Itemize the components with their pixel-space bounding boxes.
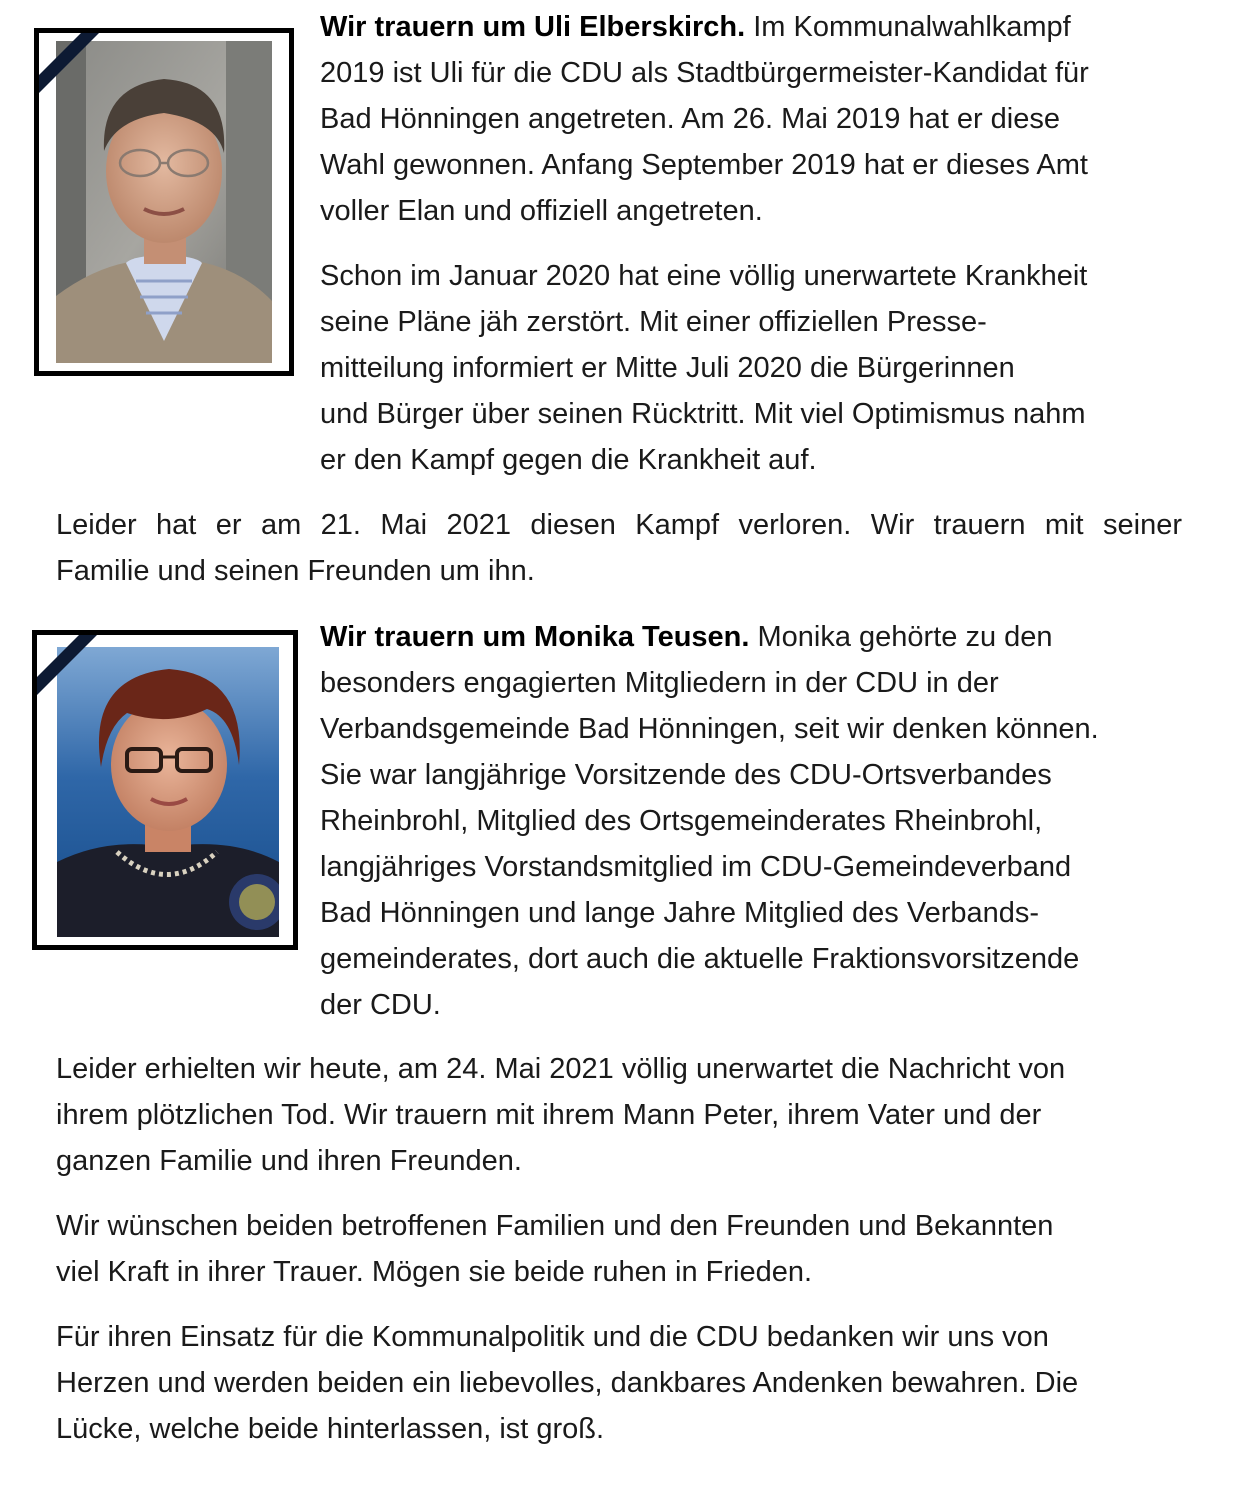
closing-line: viel Kraft in ihrer Trauer. Mögen sie beide ruhen in Frieden. xyxy=(56,1256,813,1288)
section2-line: Verbandsgemeinde Bad Hönningen, seit wir denken können. xyxy=(320,713,1099,745)
section1-line: voller Elan und offiziell angetreten. xyxy=(320,195,763,227)
closing-wishes xyxy=(56,1203,1182,1295)
section2-line: Bad Hönningen und lange Jahre Mitglied des Verbands- xyxy=(320,897,1040,929)
portrait-frame-uli xyxy=(34,28,294,376)
section2-line: ihrem plötzlichen Tod. Wir trauern mit ihrem Mann Peter, ihrem Vater und der xyxy=(56,1099,1042,1131)
section2-intro xyxy=(320,614,1180,1028)
section2-death xyxy=(56,1046,1182,1184)
section1-death xyxy=(56,502,1182,594)
section2-line: Rheinbrohl, Mitglied des Ortsgemeinderates Rheinbrohl, xyxy=(320,805,1043,837)
section2-line: Leider erhielten wir heute, am 24. Mai 2021 völlig unerwartet die Nachricht von xyxy=(56,1053,1066,1085)
section1-line: Familie und seinen Freunden um ihn. xyxy=(56,555,535,587)
closing-thanks xyxy=(56,1314,1182,1452)
section1-line: er den Kampf gegen die Krankheit auf. xyxy=(320,444,817,476)
closing-line: Herzen und werden beiden ein liebevolles, dankbares Andenken bewahren. Die xyxy=(56,1367,1079,1399)
section1-line: Schon im Januar 2020 hat eine völlig unerwartete Krankheit xyxy=(320,260,1088,292)
section1-line: Wahl gewonnen. Anfang September 2019 hat er dieses Amt xyxy=(320,149,1088,181)
portrait-photo-uli xyxy=(56,41,272,363)
section2-line: der CDU. xyxy=(320,989,441,1021)
section1-line: Bad Hönningen angetreten. Am 26. Mai 2019 hat er diese xyxy=(320,103,1061,135)
section2-line: Monika gehörte zu den xyxy=(749,621,1053,653)
section1-intro xyxy=(320,4,1180,234)
portrait-frame-monika xyxy=(32,630,298,950)
section1-heading: Wir trauern um Uli Elberskirch. xyxy=(320,11,746,43)
section2-line: langjähriges Vorstandsmitglied im CDU-Gemeindeverband xyxy=(320,851,1072,883)
closing-line: Wir wünschen beiden betroffenen Familien und den Freunden und Bekannten xyxy=(56,1210,1054,1242)
closing-line: Für ihren Einsatz für die Kommunalpolitik und die CDU bedanken wir uns von xyxy=(56,1321,1049,1353)
section1-illness xyxy=(320,253,1180,483)
portrait-photo-monika xyxy=(57,647,279,937)
section2-line: Sie war langjährige Vorsitzende des CDU-Ortsverbandes xyxy=(320,759,1052,791)
section1-line: seine Pläne jäh zerstört. Mit einer offiziellen Presse- xyxy=(320,306,987,338)
section1-line: Im Kommunalwahlkampf xyxy=(745,11,1071,43)
section1-line: mitteilung informiert er Mitte Juli 2020 die Bürgerinnen xyxy=(320,352,1015,384)
section2-line: ganzen Familie und ihren Freunden. xyxy=(56,1145,522,1177)
section1-line: Leider hat er am 21. Mai 2021 diesen Kampf verloren. Wir trauern mit seiner xyxy=(56,509,1182,541)
section1-line: und Bürger über seinen Rücktritt. Mit viel Optimismus nahm xyxy=(320,398,1086,430)
closing-line: Lücke, welche beide hinterlassen, ist groß. xyxy=(56,1413,605,1445)
section1-line: 2019 ist Uli für die CDU als Stadtbürgermeister-Kandidat für xyxy=(320,57,1089,89)
section2-line: besonders engagierten Mitgliedern in der CDU in der xyxy=(320,667,999,699)
section2-heading: Wir trauern um Monika Teusen. xyxy=(320,621,750,653)
section2-line: gemeinderates, dort auch die aktuelle Fraktionsvorsitzende xyxy=(320,943,1080,975)
